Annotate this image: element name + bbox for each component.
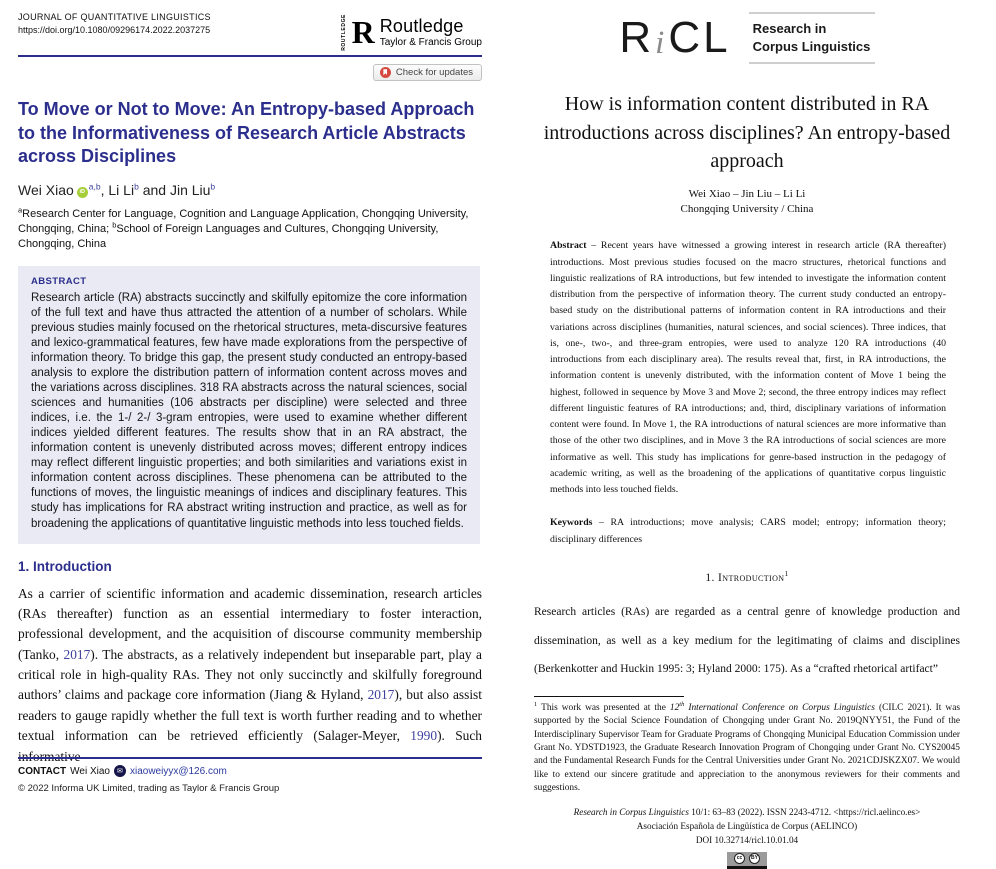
intro-text-segment: ). The abstracts, as a relatively independent but inseparable part, play a critical role in high-quality RAs. They not only succinctly and skilfully foreground authors’ claims and package core information (Jiang & Hyland, <box>18 646 482 703</box>
ricl-journal-line1: Research in <box>752 21 827 36</box>
imprint-citation-line <box>498 806 996 820</box>
ricl-letter-r: R <box>619 13 655 63</box>
citation-link[interactable]: 2017 <box>367 687 395 703</box>
footnote <box>534 702 960 795</box>
orcid-icon[interactable]: iD <box>77 187 88 198</box>
introduction-paragraph: Research articles (RAs) are regarded as a central genre of knowledge production and dissemination, as well as a key medium for the legitimating of claims and disciplines (Berkenkotter and Huckin 1995: 3; Hyland 2000: 175). As a “crafted rhetorical artifact” <box>534 605 960 676</box>
crossmark-icon <box>380 67 391 78</box>
publisher-name: Routledge <box>379 16 464 36</box>
author-3-affil-sup: b <box>210 181 216 192</box>
routledge-wordmark <box>380 17 482 48</box>
cc-by-icon: BY <box>749 853 760 864</box>
imprint-association-line: Asociación Española de Lingüística de Corpus (AELINCO) <box>636 821 858 832</box>
ricl-letter-l: L <box>703 13 731 63</box>
abstract-separator: – <box>586 240 601 252</box>
abstract-box <box>18 266 480 544</box>
journal-imprint <box>498 806 996 847</box>
contact-label: CONTACT <box>18 765 67 777</box>
section-heading-introduction <box>498 569 996 584</box>
footnote-conference-sup: th <box>679 700 685 708</box>
affil-b-sup: b <box>112 220 117 230</box>
affil-a-text: Research Center for Language, Cognition and Language Application, Chongqing University, Chongqing, China; <box>18 208 469 236</box>
footnote-conference-num: 12 <box>669 703 680 714</box>
article-title: To Move or Not to Move: An Entropy-based Approach to the Informativeness of Research Article Abstracts across Disciplines <box>18 98 475 167</box>
check-for-updates-button[interactable] <box>373 64 482 81</box>
journal-name: JOURNAL OF QUANTITATIVE LINGUISTICS <box>18 12 211 22</box>
ricl-logo <box>619 13 731 63</box>
contact-name: Wei Xiao <box>70 765 110 777</box>
footnote-text-segment: This work was presented at the <box>537 703 670 714</box>
abstract-paragraph <box>550 238 946 498</box>
intro-text-segment: ), but also assist readers to gauge rapidly whether the full text is worth further reading and to whether textual information can be retrieved efficiently (Salager-Meyer, <box>18 687 482 744</box>
copyright-notice: © 2022 Informa UK Limited, trading as Taylor & Francis Group <box>18 783 280 794</box>
author-2: Li Li <box>108 182 135 199</box>
author-separator: , <box>100 182 109 199</box>
section-heading-introduction: 1. Introduction <box>18 558 112 574</box>
citation-link[interactable]: 1990 <box>410 728 438 744</box>
affil-a-sup: a <box>18 205 23 215</box>
imprint-doi-line: DOI 10.32714/ricl.10.01.04 <box>695 835 799 846</box>
intro-text-segment: ). Such informative <box>18 728 483 764</box>
ricl-journal-box <box>749 12 875 64</box>
introduction-paragraph <box>18 584 482 767</box>
doi-link[interactable]: https://doi.org/10.1080/09296174.2022.2037275 <box>18 25 211 35</box>
keywords-separator: – <box>592 517 611 529</box>
author-3: Jin Liu <box>169 182 211 199</box>
cc-icon: cc <box>734 853 745 864</box>
author-block <box>498 187 996 218</box>
ricl-letter-c: C <box>668 13 704 63</box>
routledge-logo <box>342 14 482 51</box>
keywords-paragraph <box>550 515 946 548</box>
authors-line: Wei Xiao – Jin Liu – Li Li <box>688 187 806 200</box>
author-separator: and <box>138 182 170 199</box>
section-heading-text: 1. Introduction <box>705 571 785 584</box>
routledge-vertical-text: ROUTLEDGE <box>340 14 347 51</box>
publisher-group: Taylor & Francis Group <box>379 36 482 48</box>
ricl-journal-line2: Corpus Linguistics <box>752 39 871 55</box>
affil-b-text: School of Foreign Languages and Cultures, Chongqing University, Chongqing, China <box>18 223 439 251</box>
cc-by-license-badge[interactable] <box>727 852 767 869</box>
citation-link[interactable]: 2017 <box>63 646 91 662</box>
ricl-letter-i: i <box>655 25 668 62</box>
left-page-header <box>18 12 482 51</box>
routledge-r-icon: R <box>351 14 375 50</box>
email-icon: ✉ <box>114 765 126 777</box>
abstract-label: Abstract <box>550 240 587 252</box>
footnote-reference[interactable]: 1 <box>784 569 789 578</box>
imprint-citation-rest: 10/1: 63–83 (2022). ISSN 2243-4712. <https://ricl.aelinco.es> <box>688 807 921 818</box>
abstract-text: Recent years have witnessed a growing interest in research article (RA thereafter) introductions. Most previous studies focused on the macro structures, rhetorical functions and linguistic realizations of RA introductions, but few intended to investigate the information content distribution from the perspective of information theory. The current study conducted an entropy-based study on the distributional patterns of information content in RA introductions and their variations across disciplines (humanities, natural sciences, and social sciences). Three indices, that is, one-, two-, and three-gram entropies, were used to analyze 120 RA introductions (40 introductions from each disciplinary area). The results reveal that, first, in RA introductions, the information content is unevenly distributed, with the information content of Move 1 being the highest, followed in sequence by Move 3 and Move 2; second, the three entropy indices may reflect different linguistic features of RA introductions; and, third, disciplinary variations of information content were found. In Move 1, the RA introductions of natural sciences are more informative than those of the other two disciplines, and in Move 3 the RA introductions of social sciences are more informative as well. This study has implications for genre-based instruction in the pedagogy of academic writing, as well as the broadening of the applications of quantitative corpus linguistic methods into less touched fields. <box>550 240 947 496</box>
intro-text-segment: As a carrier of scientific information and academic dissemination, research articles (RAs thereafter) function as an essential intermediary to foster interaction, professional development, and the acquisition of discourse community membership (Tanko, <box>18 585 482 662</box>
header-divider <box>18 55 482 57</box>
keywords-text: RA introductions; move analysis; CARS model; entropy; information theory; disciplinary differences <box>550 517 946 545</box>
journal-masthead <box>18 12 211 35</box>
keywords-label: Keywords <box>550 517 593 529</box>
affiliation-line: Chongqing University / China <box>680 202 814 215</box>
ricl-header <box>498 12 996 64</box>
check-for-updates-label: Check for updates <box>395 66 473 78</box>
footnote-conference-name: International Conference on Corpus Linguistics <box>684 703 875 714</box>
author-1-affil-sup: a,b <box>88 181 101 192</box>
author-line <box>18 182 482 198</box>
footnote-text-segment: (CILC 2021). It was supported by the Social Science Foundation of Chongqing under Grant No. 2019QNYY51, the Fund of the Interdisciplinary Supervisor Team for Graduate Programs of Chongqing Municipal Education Commission under Grant No. YDSTD1923, the Graduate Research Innovation Program of Chongqing under Grant No. CYS20045 and the Fundamental Research Funds for the Central Universities under Grant No. 2021CDJSKZX07. We would like to extend our sincere gratitude and appreciation to the anonymous reviewers for their comments and suggestions. <box>534 703 961 794</box>
contact-email-link[interactable]: xiaoweiyyx@126.com <box>129 765 227 777</box>
badge-row <box>18 64 482 81</box>
imprint-journal-name: Research in Corpus Linguistics <box>573 807 689 818</box>
contact-line <box>18 765 482 777</box>
left-page-footer <box>18 757 482 794</box>
right-article-page <box>498 0 996 862</box>
abstract-label: ABSTRACT <box>31 275 87 287</box>
footnote-marker: 1 <box>534 700 538 708</box>
footnote-divider <box>534 696 684 697</box>
left-article-page <box>0 0 498 804</box>
author-2-affil-sup: b <box>134 181 139 192</box>
footer-divider <box>18 757 482 759</box>
abstract-text: Research article (RA) abstracts succinctly and skilfully epitomize the core information of the full text and have thus attracted the attention of a number of scholars. While previous studies mainly focused on the rhetorical structures, meta-discursive features and lexico-grammatical features, few have made explorations from the perspective of information theory. To bridge this gap, the present study conducted an entropy-based analysis to explore the distribution pattern of information content across moves and the variations across disciplines. 318 RA abstracts across the natural sciences, social sciences and humanities (106 abstracts per discipline) were selected and three indices, i.e. the 1-/ 2-/ 3-gram entropies, were used to examine whether different indices yielded different features. The results show that in an RA abstract, the information content is unevenly distributed across moves; different entropy indices may reflect different linguistic properties; and both similarities and variations exist in information content across disciplines. These phenomena can be attributed to the functions of moves, the linguistic meanings of indices and disciplinary features. This study has implications for RA abstract writing instruction and practice, as well as for broadening the applications of quantitative linguistic methods into less touched fields. <box>31 291 467 530</box>
article-title: How is information content distributed in RA introductions across disciplines? An entropy-based approach <box>543 93 951 173</box>
affiliations <box>18 207 470 253</box>
author-1: Wei Xiao <box>18 182 74 199</box>
